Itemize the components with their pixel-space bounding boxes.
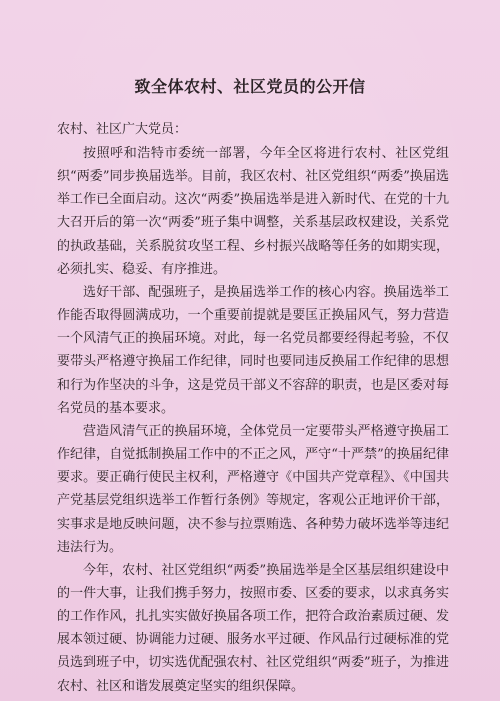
letter-title: 致全体农村、社区党员的公开信 [134,77,366,96]
paragraph-2: 选好干部、配强班子，是换届选举工作的核心内容。换届选举工作能否取得圆满成功，一个重要前提就是要匡正换届风气，努力营造一个风清气正的换届环境。对此，每一名党员都要经得起考验，不仅要带头严格遵守换届工作纪律，同时也要同违反换届工作纪律的思想和行为作坚决的斗争，这是党员干部义不容辞的职责，也是区委对每名党员的基本要求。 [57,284,449,416]
paragraph-3: 营造风清气正的换届环境，全体党员一定要带头严格遵守换届工作纪律，自觉抵制换届工作中的不正之风，严守“十严禁”的换届纪律要求。要正确行使民主权利，严格遵守《中国共产党章程》、《中国共产党基层党组织选举工作暂行条例》等规定，客观公正地评价干部，实事求是地反映问题，决不参与拉票贿选、各种势力破坏选举等违纪违法行为。 [57,423,449,555]
salutation: 农村、社区广大党员： [57,122,188,137]
letter-body [57,142,449,698]
paragraph-1: 按照呼和浩特市委统一部署，今年全区将进行农村、社区党组织“两委”同步换届选举。目前，我区农村、社区党组织“两委”换届选举工作已全面启动。这次“两委”换届选举是进入新时代、在党的十九大召开后的第一次“两委”班子集中调整，关系基层政权建设，关系党的执政基础，关系脱贫攻坚工程、乡村振兴战略等任务的如期实现，必须扎实、稳妥、有序推进。 [57,146,449,277]
paragraph-4: 今年，农村、社区党组织“两委”换届选举是全区基层组织建设中的一件大事，让我们携手努力，按照市委、区委的要求，以求真务实的工作作风，扎扎实实做好换届各项工作，把符合政治素质过硬、发展本领过硬、协调能力过硬、服务水平过硬、作风品行过硬标准的党员选到班子中，切实选优配强农村、社区党组织“两委”班子，为推进农村、社区和谐发展奠定坚实的组织保障。 [57,562,449,694]
